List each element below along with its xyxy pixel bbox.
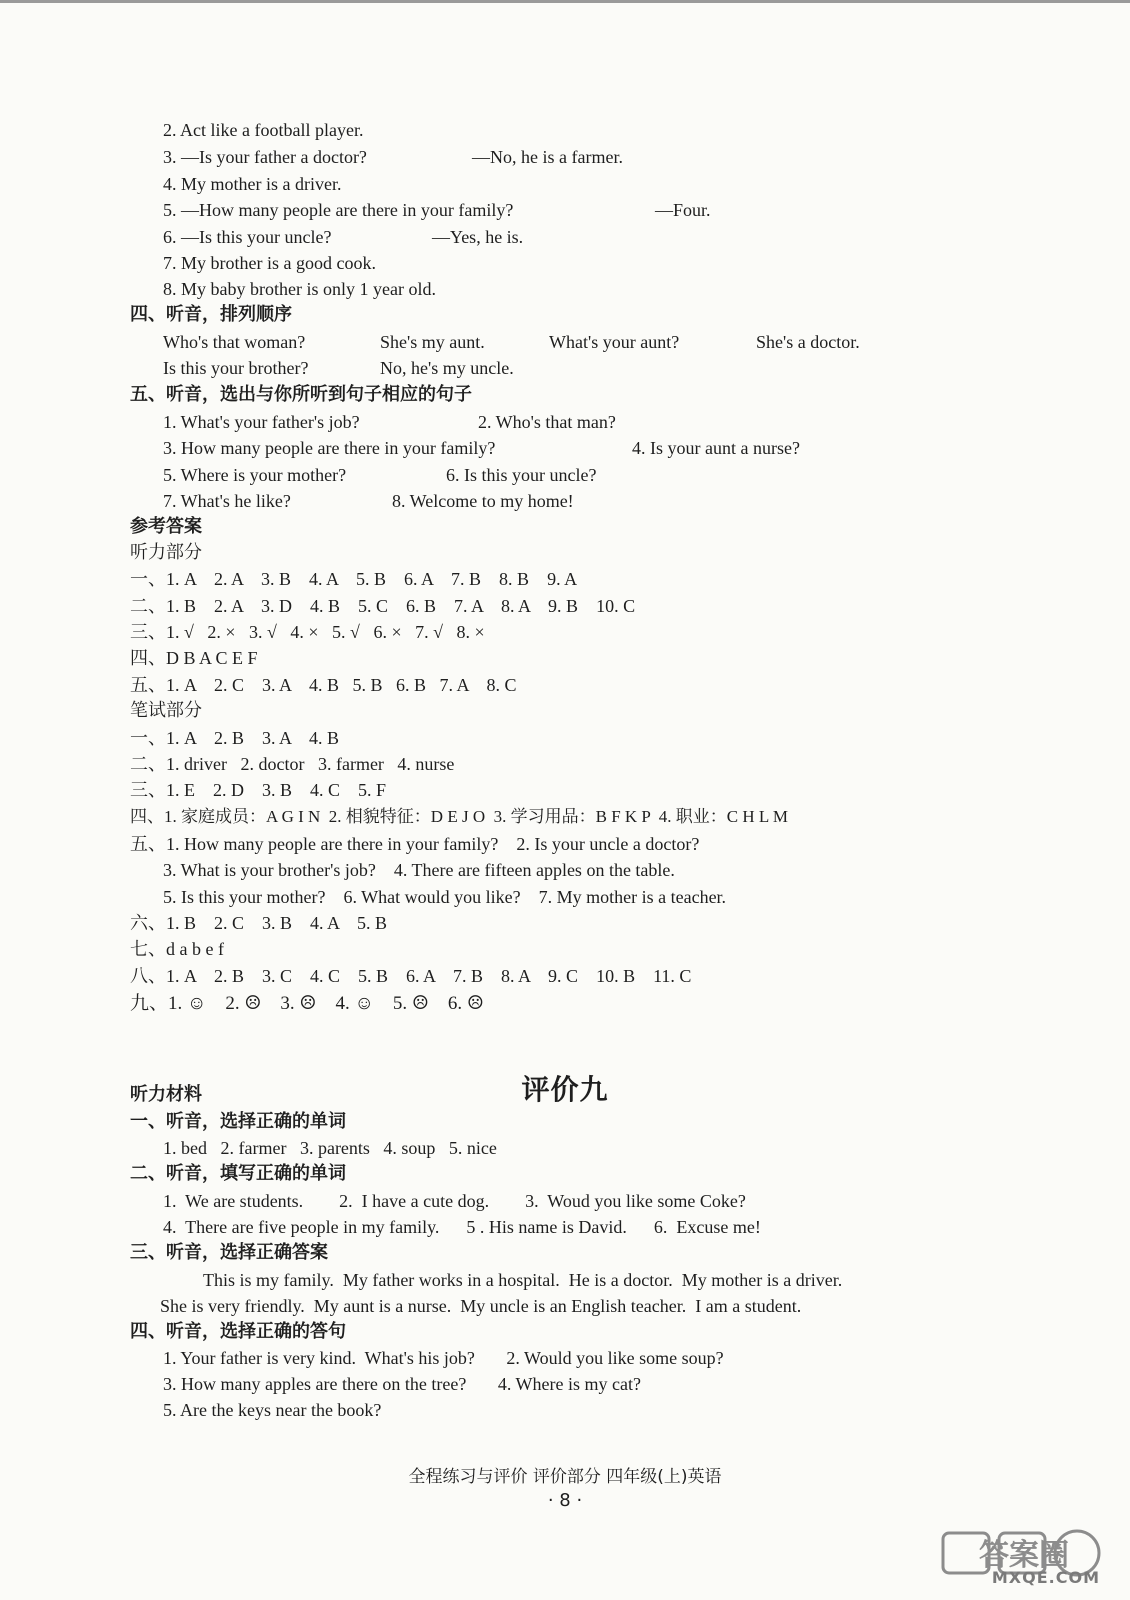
order-a: Who's that woman? xyxy=(163,332,306,352)
eval-section-3-para-2: She is very friendly. My aunt is a nurse. My uncle is an English teacher. I am a student. xyxy=(160,1296,802,1316)
answer-written-5b: 3. What is your brother's job? 4. There are fifteen apples on the table. xyxy=(163,860,675,880)
answer-listening-5: 五、1. A 2. C 3. A 4. B 5. B 6. B 7. A 8. C xyxy=(130,675,517,695)
order-e: Is this your brother? xyxy=(163,358,309,378)
choice-7: 7. What's he like? xyxy=(163,491,291,511)
item-8: 8. My baby brother is only 1 year old. xyxy=(163,279,436,299)
item-2: 2. Act like a football player. xyxy=(163,120,364,140)
answer-written-7: 七、d a b e f xyxy=(130,939,224,959)
answer-written-6: 六、1. B 2. C 3. B 4. A 5. B xyxy=(130,913,388,933)
answer-written-1: 一、1. A 2. B 3. A 4. B xyxy=(130,728,340,748)
eval-section-4-line-1: 1. Your father is very kind. What's his job? 2. Would you like some soup? xyxy=(163,1348,724,1368)
choice-5: 5. Where is your mother? xyxy=(163,465,347,485)
watermark-site: MXQE.COM xyxy=(991,1568,1100,1587)
item-4: 4. My mother is a driver. xyxy=(163,174,342,194)
eval-section-4-line-2: 3. How many apples are there on the tree? 4. Where is my cat? xyxy=(163,1374,641,1394)
answer-listening-4: 四、D B A C E F xyxy=(130,648,258,668)
top-border xyxy=(0,0,1130,3)
eval-section-2-line-1: 1. We are students. 2. I have a cute dog. 3. Woud you like some Coke? xyxy=(163,1191,746,1211)
eval-section-2-heading: 二、听音，填写正确的单词 xyxy=(130,1163,346,1184)
choice-3: 3. How many people are there in your family? xyxy=(163,438,496,458)
page-footer: 全程练习与评价 评价部分 四年级(上)英语 xyxy=(408,1467,722,1487)
choice-4: 4. Is your aunt a nurse? xyxy=(632,438,800,458)
eval-section-4-line-3: 5. Are the keys near the book? xyxy=(163,1400,382,1420)
section-5-heading: 五、听音，选出与你所听到句子相应的句子 xyxy=(130,384,472,405)
answer-written-5c: 5. Is this your mother? 6. What would you like? 7. My mother is a teacher. xyxy=(163,887,727,907)
written-part-label: 笔试部分 xyxy=(130,700,202,721)
choice-2: 2. Who's that man? xyxy=(478,412,616,432)
choice-8: 8. Welcome to my home! xyxy=(392,491,574,511)
answer-written-9-faces: 九、1. ☺ 2. ☹ 3. ☹ 4. ☺ 5. ☹ 6. ☹ xyxy=(130,993,484,1014)
choice-6: 6. Is this your uncle? xyxy=(446,465,597,485)
eval-section-4-heading: 四、听音，选择正确的答句 xyxy=(130,1321,346,1342)
order-d: She's a doctor. xyxy=(756,332,860,352)
answer-written-4: 四、1. 家庭成员：A G I N 2. 相貌特征：D E J O 3. 学习用品：B F K P 4. 职业：C H L M xyxy=(130,807,788,826)
answer-written-3: 三、1. E 2. D 3. B 4. C 5. F xyxy=(130,780,387,800)
answer-written-8: 八、1. A 2. B 3. C 4. C 5. B 6. A 7. B 8. A 9. C 10. B 11. C xyxy=(130,966,692,986)
item-6: 6. —Is this your uncle? xyxy=(163,227,332,247)
choice-1: 1. What's your father's job? xyxy=(163,412,360,432)
eval-section-2-line-2: 4. There are five people in my family. 5 . His name is David. 6. Excuse me! xyxy=(163,1217,761,1237)
watermark-glyphs: 答案圈 xyxy=(979,1538,1069,1573)
eval-section-1-heading: 一、听音，选择正确的单词 xyxy=(130,1111,346,1132)
eval-section-3-para-1: This is my family. My father works in a hospital. He is a doctor. My mother is a driver. xyxy=(203,1270,843,1290)
answer-written-2: 二、1. driver 2. doctor 3. farmer 4. nurse xyxy=(130,754,455,774)
answer-listening-2: 二、1. B 2. A 3. D 4. B 5. C 6. B 7. A 8. A 9. B 10. C xyxy=(130,596,636,616)
section-4-heading: 四、听音，排列顺序 xyxy=(130,304,292,325)
answer-listening-3: 三、1. √ 2. × 3. √ 4. × 5. √ 6. × 7. √ 8. × xyxy=(130,622,485,642)
order-b: She's my aunt. xyxy=(380,332,485,352)
item-7: 7. My brother is a good cook. xyxy=(163,253,376,273)
item-5-reply: —Four. xyxy=(655,200,711,220)
answers-heading: 参考答案 xyxy=(130,516,202,537)
eval-section-1-words: 1. bed 2. farmer 3. parents 4. soup 5. nice xyxy=(163,1138,497,1158)
answer-listening-1: 一、1. A 2. A 3. B 4. A 5. B 6. A 7. B 8. B 9. A xyxy=(130,569,578,589)
item-3: 3. —Is your father a doctor? xyxy=(163,147,367,167)
order-f: No, he's my uncle. xyxy=(380,358,514,378)
section-title: 评价九 xyxy=(521,1073,609,1106)
item-3-reply: —No, he is a farmer. xyxy=(472,147,623,167)
materials-heading: 听力材料 xyxy=(130,1084,202,1105)
order-c: What's your aunt? xyxy=(549,332,680,352)
item-5: 5. —How many people are there in your family? xyxy=(163,200,514,220)
answer-written-5a: 五、1. How many people are there in your family? 2. Is your uncle a doctor? xyxy=(130,834,700,854)
listening-part-label: 听力部分 xyxy=(130,542,202,563)
item-6-reply: —Yes, he is. xyxy=(432,227,524,247)
page-number: · 8 · xyxy=(547,1490,583,1511)
eval-section-3-heading: 三、听音，选择正确答案 xyxy=(130,1242,328,1263)
